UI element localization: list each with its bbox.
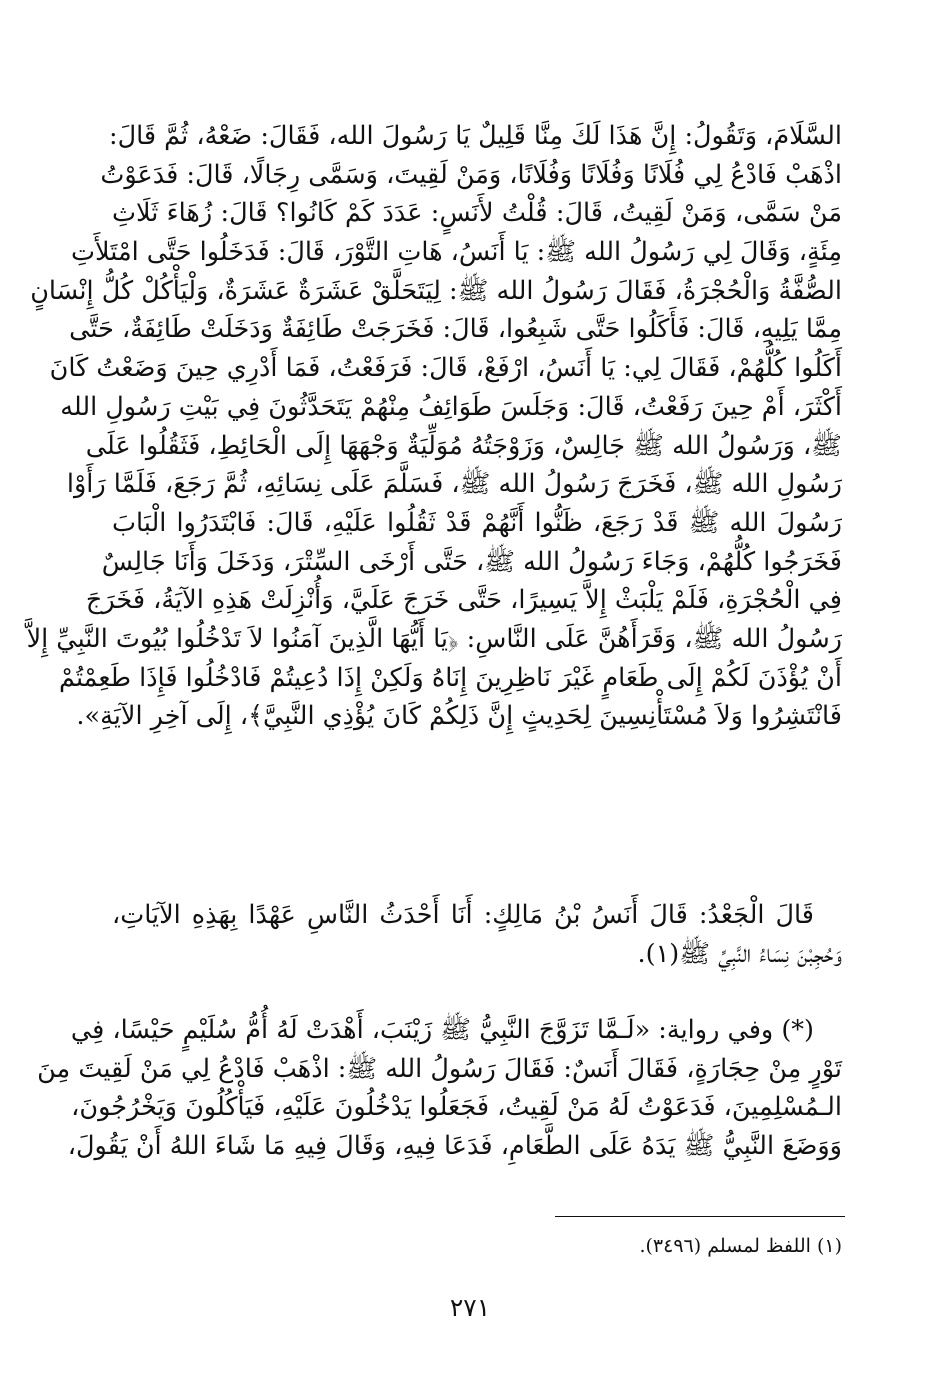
page-number: ٢٧١ — [449, 1293, 491, 1322]
text-line: أَكَلُوا كُلُّهُمْ، فَقَالَ لِي: يَا أَنَسُ، ارْفَعْ، قَالَ: فَرَفَعْتُ، فَمَا أَدْرِي حِينَ وَضَعْتُ كَانَ — [49, 353, 842, 384]
text-line: تَوْرٍ مِنْ حِجَارَةٍ، فَقَالَ أَنَسٌ: فَقَالَ رَسُولُ الله ﷺ: اذْهَبْ فَادْعُ لِي مَنْ لَقِيتَ مِنَ — [37, 1053, 842, 1084]
text-line: ﷺ، وَرَسُولُ الله ﷺ جَالِسٌ، وَزَوْجَتُهُ مُوَلِّيَةٌ وَجْهَهَا إِلَى الْحَائِطِ، فَثَقُلُوا عَلَى — [85, 430, 842, 461]
text-line: أَكْثَرَ، أَمْ حِينَ رَفَعْتُ، قَالَ: وَجَلَسَ طَوَائِفُ مِنْهُمْ يَتَحَدَّثُونَ فِي بَيْتِ رَسُولِ الله — [60, 391, 842, 422]
footnote-divider — [555, 1216, 845, 1217]
text-line: فَانْتَشِرُوا وَلاَ مُسْتَأْنِسِينَ لِحَدِيثٍ إِنَّ ذَلِكُمْ كَانَ يُؤْذِي النَّبِيَّ﴾، إِلَى آخِرِ الآيَةِ». — [76, 701, 842, 732]
text-line: قَالَ الْجَعْدُ: قَالَ أَنَسُ بْنُ مَالِكٍ: أَنَا أَحْدَثُ النَّاسِ عَهْدًا بِهَذِهِ الآيَاتِ، — [112, 900, 814, 930]
riwaya-paragraph — [37, 1011, 842, 1166]
text-line: فِي الْحُجْرَةِ، فَلَمْ يَلْبَثْ إِلاَّ يَسِيرًا، حَتَّى خَرَجَ عَلَيَّ، وَأُنْزِلَتْ هَذِهِ الآيَةُ، فَخَرَجَ — [85, 585, 842, 616]
text-line: مِمَّا يَلِيهِ، قَالَ: فَأَكَلُوا حَتَّى شَبِعُوا، قَالَ: فَخَرَجَتْ طَائِفَةٌ وَدَخَلَتْ طَائِفَةٌ، حَتَّى — [69, 314, 842, 345]
text-line: رَسُولِ الله ﷺ، فَخَرَجَ رَسُولُ الله ﷺ، فَسَلَّمَ عَلَى نِسَائِهِ، ثُمَّ رَجَعَ، فَلَمَّا رَأَوْا — [66, 469, 842, 500]
text-line: وَحُجِبْنَ نِسَاءُ النَّبِيِّ ﷺ(١). — [637, 938, 842, 969]
footnote: (١) اللفظ لمسلم (٣٤٩٦). — [639, 1235, 842, 1257]
text-line: السَّلَامَ، وَتَقُولُ: إِنَّ هَذَا لَكَ مِنَّا قَلِيلٌ يَا رَسُولَ الله، فَقَالَ: ضَعْهُ، ثُمَّ قَالَ: — [109, 121, 842, 151]
text-line: رَسُولَ الله ﷺ قَدْ رَجَعَ، ظَنُّوا أَنَّهُمْ قَدْ ثَقُلُوا عَلَيْهِ، قَالَ: فَابْتَدَرُوا الْبَابَ — [112, 507, 842, 538]
main-paragraph — [26, 117, 842, 736]
text-line: رَسُولُ الله ﷺ، وَقَرَأَهُنَّ عَلَى النَّاسِ: ﴿يَا أَيُّهَا الَّذِينَ آمَنُوا لاَ تَدْخُلُوا بُيُوتَ النَّبِيِّ إِلاَّ — [26, 623, 842, 654]
text-line: فَخَرَجُوا كُلُّهُمْ، وَجَاءَ رَسُولُ الله ﷺ، حَتَّى أَرْخَى السِّتْرَ، وَدَخَلَ وَأَنَا جَالِسٌ — [101, 546, 842, 577]
text-line: الصُّفَّةُ وَالْحُجْرَةُ، فَقَالَ رَسُولُ الله ﷺ: لِيَتَحَلَّقْ عَشَرَةٌ عَشَرَةٌ، وَلْيَأْكُلْ كُلُّ إِنْسَانٍ — [30, 275, 842, 306]
text-line: (*) وفي رواية: «لَـمَّا تَزَوَّجَ النَّبِيُّ ﷺ زَيْنَبَ، أَهْدَتْ لَهُ أُمُّ سُلَيْمٍ حَيْسًا، فِي — [70, 1015, 814, 1045]
text-line: مِئَةٍ، وَقَالَ لِي رَسُولُ الله ﷺ: يَا أَنَسُ، هَاتِ التَّوْرَ، قَالَ: فَدَخَلُوا حَتَّى امْتَلأَتِ — [71, 237, 842, 268]
text-line: أَنْ يُؤْذَنَ لَكُمْ إِلَى طَعَامٍ غَيْرَ نَاظِرِينَ إِنَاهُ وَلَكِنْ إِذَا دُعِيتُمْ فَادْخُلُوا فَإِذَا طَعِمْتُمْ — [59, 662, 842, 693]
jaad-paragraph — [112, 896, 842, 973]
text-line: اذْهَبْ فَادْعُ لِي فُلَانًا وَفُلَانًا وَفُلَانًا، وَمَنْ لَقِيتَ، وَسَمَّى رِجَالًا، قَالَ: فَدَعَوْتُ — [100, 159, 842, 190]
text-line: مَنْ سَمَّى، وَمَنْ لَقِيتُ، قَالَ: قُلْتُ لأَنَسٍ: عَدَدَ كَمْ كَانُوا؟ قَالَ: زُهَاءَ ثَلَاثِ — [112, 198, 842, 229]
text-line: وَوَضَعَ النَّبِيُّ ﷺ يَدَهُ عَلَى الطَّعَامِ، فَدَعَا فِيهِ، وَقَالَ فِيهِ مَا شَاءَ اللهُ أَنْ يَقُولَ، — [67, 1131, 842, 1162]
text-line: الـمُسْلِمِينَ، فَدَعَوْتُ لَهُ مَنْ لَقِيتُ، فَجَعَلُوا يَدْخُلُونَ عَلَيْهِ، فَيَأْكُلُونَ وَيَخْرُجُونَ، — [71, 1092, 842, 1123]
